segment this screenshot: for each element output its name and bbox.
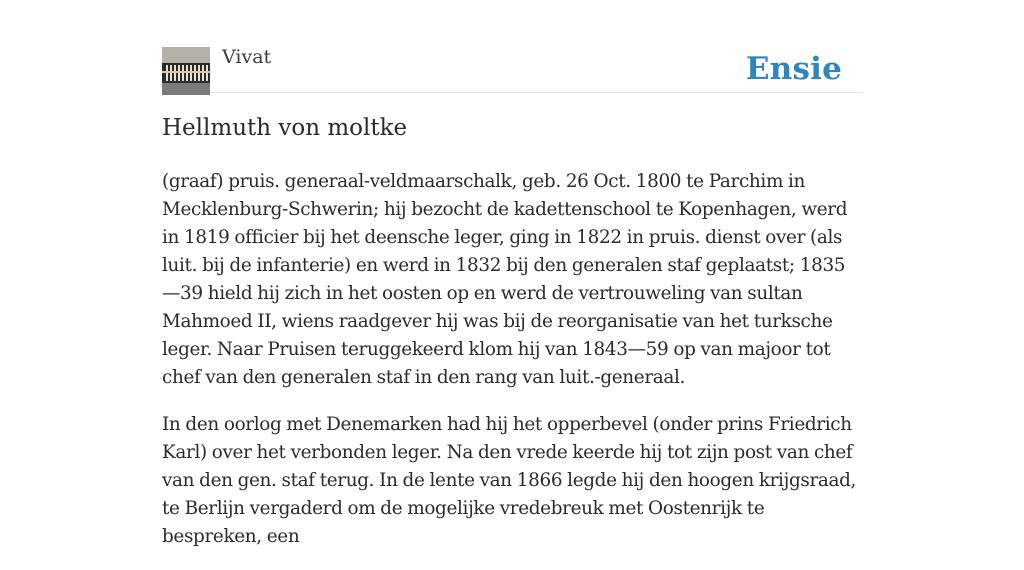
article-header: [162, 0, 862, 93]
source-name[interactable]: Vivat: [222, 46, 272, 68]
article-body: [162, 168, 862, 570]
article-container: [162, 0, 862, 547]
article-paragraph: In den oorlog met Denemarken had hij het opperbevel (onder prins Friedrich Karl) over het verbonden leger. Na den vrede keerde hij tot zijn post van chef van den gen. staf terug. In de lente van 1866 legde hij den hoogen krijgsraad, te Berlijn vergaderd om de mogelijke vredebreuk met Oostenrijk te bespreken, een: [162, 414, 857, 547]
brand-logo[interactable]: Ensie: [745, 51, 842, 87]
book-spines-icon: [162, 47, 210, 95]
article-paragraph: (graaf) pruis. generaal-veldmaarschalk, geb. 26 Oct. 1800 te Parchim in Mecklenburg-Schwerin; hij bezocht de kadettenschool te Kopenhagen, werd in 1819 officier bij het deensche leger, ging in 1822 in pruis. dienst over (als luit. bij de infanterie) en werd in 1832 bij den generalen staf geplaatst; 1835—39 hield hij zich in het oosten op en werd de vertrouweling van sultan Mahmoed II, wiens raadgever hij was bij de reorganisatie van het turksche leger. Naar Pruisen teruggekeerd klom hij van 1843—59 op van majoor tot chef van den generalen staf in den rang van luit.-generaal.: [162, 171, 848, 388]
page-title: Hellmuth von moltke: [162, 115, 408, 141]
avatar[interactable]: [162, 47, 210, 95]
